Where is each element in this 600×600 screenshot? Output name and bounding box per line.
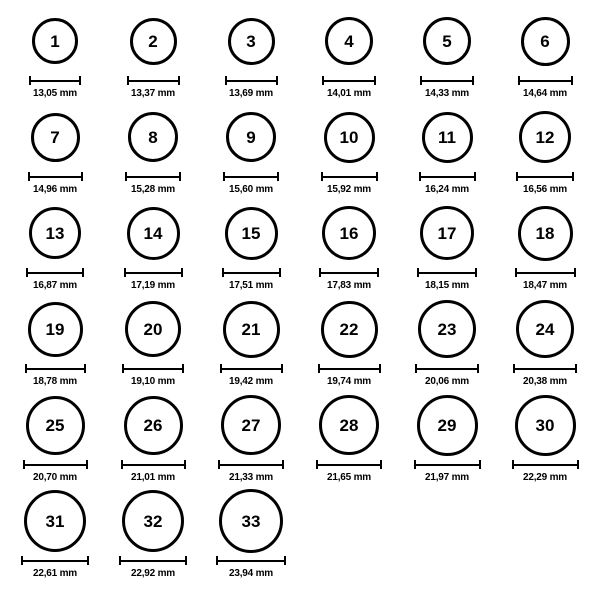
ring-diameter-label: 13,69 mm	[229, 88, 273, 99]
ring-circle-icon	[325, 17, 373, 65]
ring-size-cell	[104, 296, 202, 392]
ring-circle-wrapper	[225, 200, 278, 266]
measure-tick-left	[21, 556, 23, 565]
ring-size-cell	[202, 104, 300, 200]
ring-measure-bar	[29, 76, 81, 85]
ring-circle-icon	[219, 489, 283, 553]
ring-size-cell	[104, 488, 202, 584]
measure-tick-right	[182, 364, 184, 373]
ring-circle-wrapper	[28, 296, 83, 362]
measure-line	[316, 464, 382, 466]
ring-measure-bar	[318, 364, 381, 373]
ring-circle-icon	[225, 207, 278, 260]
measure-tick-left	[319, 268, 321, 277]
ring-size-number: 30	[535, 415, 555, 435]
measure-tick-left	[516, 172, 518, 181]
ring-circle-icon	[125, 301, 181, 357]
ring-size-number: 9	[246, 127, 256, 147]
measure-tick-left	[420, 76, 422, 85]
ring-measure-bar	[420, 76, 474, 85]
ring-diameter-label: 14,64 mm	[523, 88, 567, 99]
measure-tick-left	[29, 76, 31, 85]
ring-size-cell	[300, 392, 398, 488]
ring-size-cell	[6, 488, 104, 584]
ring-circle-icon	[122, 490, 184, 552]
measure-tick-left	[225, 76, 227, 85]
ring-circle-icon	[324, 112, 375, 163]
ring-diameter-label: 18,78 mm	[33, 376, 77, 387]
ring-size-number: 19	[45, 319, 65, 339]
ring-diameter-label: 13,37 mm	[131, 88, 175, 99]
ring-size-cell	[398, 200, 496, 296]
ring-circle-wrapper	[515, 392, 576, 458]
measure-tick-left	[216, 556, 218, 565]
ring-circle-wrapper	[228, 8, 275, 74]
measure-line	[216, 560, 286, 562]
ring-circle-icon	[417, 395, 478, 456]
measure-line	[220, 368, 283, 370]
measure-tick-left	[515, 268, 517, 277]
ring-size-cell	[202, 392, 300, 488]
ring-diameter-label: 17,83 mm	[327, 280, 371, 291]
measure-tick-right	[181, 268, 183, 277]
measure-line	[25, 368, 86, 370]
ring-circle-icon	[515, 395, 576, 456]
ring-size-cell	[300, 200, 398, 296]
measure-line	[125, 176, 181, 178]
ring-size-number: 6	[540, 31, 550, 51]
ring-diameter-label: 20,06 mm	[425, 376, 469, 387]
measure-tick-left	[220, 364, 222, 373]
ring-circle-icon	[221, 395, 281, 455]
ring-size-number: 21	[241, 319, 261, 339]
measure-line	[518, 80, 573, 82]
measure-tick-left	[122, 364, 124, 373]
measure-tick-left	[415, 364, 417, 373]
ring-size-number: 11	[438, 127, 456, 147]
measure-tick-left	[119, 556, 121, 565]
ring-measure-bar	[21, 556, 89, 565]
measure-line	[515, 272, 576, 274]
measure-tick-right	[184, 460, 186, 469]
ring-circle-icon	[423, 17, 471, 65]
ring-size-number: 32	[143, 511, 163, 531]
measure-tick-right	[572, 172, 574, 181]
ring-diameter-label: 14,01 mm	[327, 88, 371, 99]
ring-measure-bar	[414, 460, 481, 469]
ring-diameter-label: 17,19 mm	[131, 280, 175, 291]
ring-size-cell	[104, 104, 202, 200]
measure-line	[321, 176, 378, 178]
ring-circle-wrapper	[324, 104, 375, 170]
measure-tick-right	[477, 364, 479, 373]
ring-circle-wrapper	[31, 104, 80, 170]
ring-size-number: 4	[344, 31, 354, 51]
ring-circle-wrapper	[422, 104, 473, 170]
ring-circle-wrapper	[130, 8, 177, 74]
ring-measure-bar	[415, 364, 479, 373]
measure-tick-right	[178, 76, 180, 85]
ring-circle-wrapper	[319, 392, 379, 458]
ring-measure-bar	[124, 268, 183, 277]
ring-diameter-label: 19,42 mm	[229, 376, 273, 387]
measure-tick-right	[281, 364, 283, 373]
measure-tick-right	[475, 268, 477, 277]
measure-tick-right	[82, 268, 84, 277]
ring-size-number: 25	[45, 415, 65, 435]
ring-size-number: 8	[148, 127, 158, 147]
measure-line	[513, 368, 577, 370]
ring-size-cell	[300, 104, 398, 200]
ring-diameter-label: 22,92 mm	[131, 568, 175, 579]
ring-circle-wrapper	[32, 8, 78, 74]
measure-line	[28, 176, 83, 178]
ring-size-cell	[6, 200, 104, 296]
ring-size-cell	[104, 200, 202, 296]
measure-tick-left	[124, 268, 126, 277]
measure-tick-right	[185, 556, 187, 565]
ring-diameter-label: 19,74 mm	[327, 376, 371, 387]
measure-line	[417, 272, 477, 274]
measure-tick-right	[380, 460, 382, 469]
ring-size-cell	[6, 392, 104, 488]
ring-measure-bar	[28, 172, 83, 181]
measure-tick-right	[377, 268, 379, 277]
ring-size-cell	[398, 392, 496, 488]
measure-tick-right	[87, 556, 89, 565]
ring-circle-icon	[124, 396, 183, 455]
measure-tick-right	[474, 172, 476, 181]
ring-measure-bar	[225, 76, 278, 85]
ring-measure-bar	[218, 460, 284, 469]
measure-line	[21, 560, 89, 562]
ring-size-cell	[496, 200, 594, 296]
measure-line	[415, 368, 479, 370]
ring-circle-wrapper	[321, 296, 378, 362]
ring-diameter-label: 15,92 mm	[327, 184, 371, 195]
ring-size-number: 7	[50, 127, 60, 147]
ring-size-cell	[104, 8, 202, 104]
measure-line	[29, 80, 81, 82]
ring-circle-icon	[29, 207, 81, 259]
ring-size-number: 26	[143, 415, 163, 435]
ring-size-number: 16	[339, 223, 359, 243]
ring-measure-bar	[127, 76, 180, 85]
measure-line	[119, 560, 187, 562]
measure-line	[223, 176, 279, 178]
measure-line	[23, 464, 88, 466]
measure-line	[319, 272, 379, 274]
ring-circle-icon	[519, 111, 571, 163]
ring-circle-icon	[32, 18, 78, 64]
ring-diameter-label: 19,10 mm	[131, 376, 175, 387]
ring-diameter-label: 13,05 mm	[33, 88, 77, 99]
measure-line	[124, 272, 183, 274]
measure-line	[26, 272, 84, 274]
ring-size-cell	[6, 296, 104, 392]
ring-size-cell	[202, 8, 300, 104]
ring-circle-icon	[127, 207, 180, 260]
measure-tick-right	[279, 268, 281, 277]
ring-measure-bar	[518, 76, 573, 85]
measure-tick-left	[512, 460, 514, 469]
measure-line	[225, 80, 278, 82]
measure-line	[122, 368, 184, 370]
measure-tick-left	[513, 364, 515, 373]
measure-line	[420, 80, 474, 82]
measure-tick-left	[322, 76, 324, 85]
measure-line	[318, 368, 381, 370]
measure-line	[516, 176, 574, 178]
ring-circle-icon	[518, 206, 573, 261]
ring-size-number: 1	[50, 31, 60, 51]
ring-diameter-label: 16,87 mm	[33, 280, 77, 291]
ring-circle-wrapper	[29, 200, 81, 266]
ring-size-cell	[104, 392, 202, 488]
ring-diameter-label: 15,28 mm	[131, 184, 175, 195]
ring-measure-bar	[322, 76, 376, 85]
ring-measure-bar	[222, 268, 281, 277]
measure-tick-right	[81, 172, 83, 181]
ring-diameter-label: 14,96 mm	[33, 184, 77, 195]
measure-tick-left	[28, 172, 30, 181]
measure-tick-right	[79, 76, 81, 85]
ring-measure-bar	[119, 556, 187, 565]
ring-measure-bar	[319, 268, 379, 277]
ring-circle-wrapper	[122, 488, 184, 554]
ring-circle-wrapper	[223, 296, 280, 362]
ring-size-number: 23	[437, 319, 457, 339]
ring-circle-wrapper	[417, 392, 478, 458]
measure-tick-left	[25, 364, 27, 373]
measure-tick-right	[84, 364, 86, 373]
measure-line	[218, 464, 284, 466]
measure-tick-right	[374, 76, 376, 85]
ring-circle-wrapper	[226, 104, 276, 170]
measure-line	[121, 464, 186, 466]
ring-size-number: 15	[241, 223, 261, 243]
measure-tick-left	[321, 172, 323, 181]
ring-circle-wrapper	[26, 392, 85, 458]
ring-circle-wrapper	[420, 200, 474, 266]
ring-measure-bar	[121, 460, 186, 469]
ring-circle-icon	[130, 18, 177, 65]
ring-measure-bar	[515, 268, 576, 277]
ring-circle-wrapper	[125, 296, 181, 362]
ring-circle-icon	[228, 18, 275, 65]
measure-tick-left	[414, 460, 416, 469]
ring-circle-wrapper	[24, 488, 86, 554]
ring-circle-icon	[521, 17, 570, 66]
ring-circle-icon	[321, 301, 378, 358]
ring-size-number: 13	[45, 223, 65, 243]
ring-diameter-label: 21,97 mm	[425, 472, 469, 483]
ring-circle-icon	[422, 112, 473, 163]
ring-size-cell	[496, 104, 594, 200]
measure-line	[322, 80, 376, 82]
ring-size-cell	[300, 8, 398, 104]
measure-tick-right	[86, 460, 88, 469]
ring-size-number: 31	[45, 511, 65, 531]
measure-tick-right	[575, 364, 577, 373]
ring-measure-bar	[419, 172, 476, 181]
ring-circle-wrapper	[124, 392, 183, 458]
ring-size-number: 29	[437, 415, 457, 435]
ring-circle-wrapper	[128, 104, 178, 170]
ring-diameter-label: 18,47 mm	[523, 280, 567, 291]
ring-measure-bar	[316, 460, 382, 469]
ring-circle-wrapper	[423, 8, 471, 74]
ring-diameter-label: 15,60 mm	[229, 184, 273, 195]
measure-tick-right	[479, 460, 481, 469]
measure-tick-right	[472, 76, 474, 85]
measure-line	[414, 464, 481, 466]
ring-diameter-label: 22,29 mm	[523, 472, 567, 483]
ring-size-number: 5	[442, 31, 452, 51]
ring-diameter-label: 17,51 mm	[229, 280, 273, 291]
measure-tick-right	[277, 172, 279, 181]
measure-tick-right	[282, 460, 284, 469]
measure-tick-left	[125, 172, 127, 181]
ring-circle-icon	[226, 112, 276, 162]
ring-size-number: 27	[241, 415, 261, 435]
ring-circle-wrapper	[516, 296, 574, 362]
ring-circle-wrapper	[325, 8, 373, 74]
ring-circle-icon	[418, 300, 476, 358]
ring-diameter-label: 22,61 mm	[33, 568, 77, 579]
measure-tick-left	[121, 460, 123, 469]
ring-size-number: 17	[437, 223, 457, 243]
measure-tick-right	[574, 268, 576, 277]
ring-measure-bar	[125, 172, 181, 181]
ring-circle-wrapper	[127, 200, 180, 266]
measure-tick-right	[284, 556, 286, 565]
ring-size-cell	[496, 296, 594, 392]
ring-circle-icon	[223, 301, 280, 358]
measure-tick-left	[26, 268, 28, 277]
ring-measure-bar	[23, 460, 88, 469]
ring-size-number: 14	[143, 223, 163, 243]
ring-size-number: 20	[143, 319, 163, 339]
ring-diameter-label: 16,56 mm	[523, 184, 567, 195]
measure-tick-left	[417, 268, 419, 277]
ring-diameter-label: 21,65 mm	[327, 472, 371, 483]
ring-measure-bar	[122, 364, 184, 373]
ring-measure-bar	[512, 460, 579, 469]
measure-line	[222, 272, 281, 274]
ring-size-cell	[202, 200, 300, 296]
ring-circle-icon	[26, 396, 85, 455]
measure-line	[127, 80, 180, 82]
ring-size-number: 10	[339, 127, 359, 147]
ring-circle-wrapper	[518, 200, 573, 266]
ring-size-cell	[6, 8, 104, 104]
ring-circle-wrapper	[219, 488, 283, 554]
ring-circle-icon	[128, 112, 178, 162]
ring-circle-wrapper	[418, 296, 476, 362]
ring-measure-bar	[516, 172, 574, 181]
ring-size-number: 24	[535, 319, 555, 339]
ring-size-grid	[6, 8, 594, 584]
ring-diameter-label: 21,01 mm	[131, 472, 175, 483]
ring-size-number: 22	[339, 319, 359, 339]
ring-size-number: 2	[148, 31, 158, 51]
ring-size-number: 12	[535, 127, 555, 147]
ring-measure-bar	[417, 268, 477, 277]
measure-tick-right	[577, 460, 579, 469]
ring-size-cell	[496, 8, 594, 104]
measure-tick-left	[23, 460, 25, 469]
ring-circle-icon	[319, 395, 379, 455]
measure-tick-left	[127, 76, 129, 85]
ring-circle-icon	[420, 206, 474, 260]
ring-measure-bar	[26, 268, 84, 277]
ring-measure-bar	[513, 364, 577, 373]
ring-size-cell	[496, 392, 594, 488]
ring-size-cell	[300, 296, 398, 392]
measure-tick-right	[571, 76, 573, 85]
measure-tick-right	[179, 172, 181, 181]
ring-measure-bar	[220, 364, 283, 373]
measure-tick-left	[518, 76, 520, 85]
ring-circle-icon	[516, 300, 574, 358]
measure-tick-left	[316, 460, 318, 469]
ring-diameter-label: 23,94 mm	[229, 568, 273, 579]
ring-size-number: 33	[241, 511, 261, 531]
measure-tick-left	[419, 172, 421, 181]
ring-size-cell	[202, 488, 300, 584]
ring-size-number: 3	[246, 31, 256, 51]
ring-diameter-label: 21,33 mm	[229, 472, 273, 483]
ring-diameter-label: 20,38 mm	[523, 376, 567, 387]
measure-tick-right	[276, 76, 278, 85]
ring-circle-icon	[31, 113, 80, 162]
ring-diameter-label: 18,15 mm	[425, 280, 469, 291]
ring-circle-icon	[24, 490, 86, 552]
ring-circle-wrapper	[519, 104, 571, 170]
ring-diameter-label: 20,70 mm	[33, 472, 77, 483]
ring-circle-wrapper	[521, 8, 570, 74]
ring-diameter-label: 14,33 mm	[425, 88, 469, 99]
ring-circle-wrapper	[221, 392, 281, 458]
ring-size-cell	[202, 296, 300, 392]
ring-measure-bar	[321, 172, 378, 181]
ring-size-cell	[398, 296, 496, 392]
measure-line	[419, 176, 476, 178]
ring-circle-icon	[322, 206, 376, 260]
ring-size-number: 28	[339, 415, 359, 435]
measure-tick-left	[218, 460, 220, 469]
ring-circle-icon	[28, 302, 83, 357]
ring-diameter-label: 16,24 mm	[425, 184, 469, 195]
measure-tick-right	[376, 172, 378, 181]
ring-circle-wrapper	[322, 200, 376, 266]
ring-measure-bar	[25, 364, 86, 373]
measure-tick-left	[318, 364, 320, 373]
measure-line	[512, 464, 579, 466]
ring-measure-bar	[223, 172, 279, 181]
ring-size-number: 18	[535, 223, 555, 243]
measure-tick-right	[379, 364, 381, 373]
ring-size-cell	[398, 8, 496, 104]
ring-size-cell	[398, 104, 496, 200]
ring-size-cell	[6, 104, 104, 200]
measure-tick-left	[222, 268, 224, 277]
ring-measure-bar	[216, 556, 286, 565]
measure-tick-left	[223, 172, 225, 181]
